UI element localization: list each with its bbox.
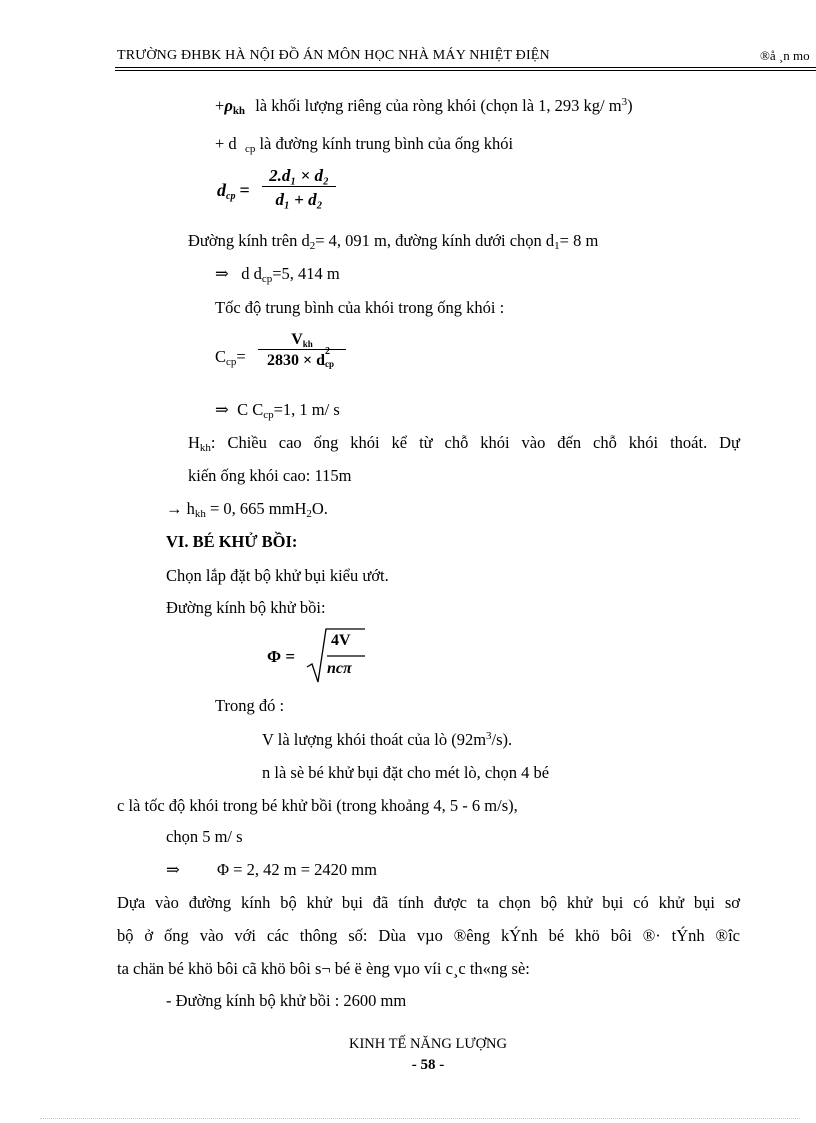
dcp-formula-left	[217, 180, 250, 202]
plus-sign: +	[215, 96, 225, 115]
spec-diameter: - Đường kính bộ khử bồi : 2600 mm	[166, 991, 407, 1010]
chimney-height: kiến ống khói cao: 115m	[188, 466, 352, 485]
paragraph-line-3: ta chän bé khö bôi cã khö bôi s¬ bé ë èng vµo víi c¸c th«ng sè:	[117, 959, 530, 978]
n-definition: n là sè bé khử bụi đặt cho mét lò, chọn 4 bé	[262, 763, 550, 782]
hkh-result	[166, 499, 328, 520]
hkh-symbol: H	[188, 433, 200, 452]
header-rule-thin	[115, 70, 816, 71]
scrubber-diameter-label: Đường kính bộ khử bồi:	[166, 598, 326, 617]
paragraph-line-1: Dựa vào đường kính bộ khử bụi đã tính được ta chọn bộ khử bụi có khử bụi sơ	[117, 893, 740, 912]
d2-sub: 2	[309, 240, 316, 252]
diameter-line	[188, 231, 598, 252]
ccp-symbol: C	[215, 347, 227, 366]
phi-denominator: ncπ	[327, 660, 352, 677]
diameter-text-a: Đường kính trên d	[188, 231, 310, 250]
h2o-sub: 2	[306, 508, 312, 520]
dcp-subscript: cp	[244, 143, 256, 155]
ccp-num-v: V	[291, 331, 303, 348]
equals-sign-2: =	[236, 347, 246, 366]
section-heading: VI. BÉ KHỬ BỒI:	[166, 532, 298, 551]
fraction-bar-2	[258, 349, 346, 350]
ccp-result-a: C C	[237, 400, 264, 419]
v-def-b: /s).	[491, 730, 513, 749]
hkh-result-c: O.	[311, 499, 328, 518]
ccp-den-text: 2830 × d	[266, 352, 325, 369]
hkh-description	[188, 433, 740, 454]
rho-description: là khối lượng riêng của ròng khói (chọn là 1, 293 kg/ m	[251, 96, 622, 115]
dcp-symbol: d	[217, 180, 226, 200]
v-definition	[262, 730, 512, 750]
ccp-result-b: =1, 1 m/ s	[273, 400, 340, 419]
phi-left: Φ =	[267, 647, 296, 666]
dcp-symbol-sub: cp	[226, 191, 236, 202]
ccp-fraction	[258, 331, 346, 370]
paragraph-line-2: bộ ở ống vào với các thông số: Dùa vµo ®êng kÝnh bé khö bôi ®· tÝnh ®îc	[117, 926, 740, 945]
page-header-right: ®å ¸n mo	[760, 48, 810, 63]
hkh-subscript: kh	[199, 442, 211, 454]
dcp-result-line	[215, 264, 340, 285]
implies-icon: ⇒	[166, 860, 180, 879]
unit-superscript: 3	[621, 96, 628, 108]
equals-sign: =	[239, 180, 250, 200]
m3-sup: 3	[486, 730, 492, 742]
ccp-symbol-sub: cp	[226, 356, 237, 368]
dcp-numerator: 2.d₁ × d₂	[269, 166, 329, 185]
page-number: - 58 -	[411, 1057, 445, 1073]
fraction-bar	[262, 186, 336, 187]
ccp-num-sub: kh	[302, 339, 313, 349]
speed-intro: Tốc độ trung bình của khói trong ống khói :	[215, 298, 505, 317]
ccp-den-sub: cp	[325, 359, 334, 369]
dcp-line	[215, 134, 513, 155]
paren-close: )	[627, 96, 633, 115]
phi-result-line	[166, 860, 180, 880]
phi-result: Φ = 2, 42 m = 2420 mm	[217, 860, 377, 879]
hkh-text: : Chiều cao ống khói kể từ chỗ khói vào đến chỗ khói thoát. Dự	[210, 433, 740, 452]
arrow-right-icon: →	[166, 499, 183, 518]
rho-line	[215, 96, 633, 117]
ccp-numerator	[258, 331, 346, 349]
implies-icon: ⇒	[215, 264, 229, 283]
bottom-dotted-rule	[40, 1118, 800, 1119]
rho-symbol: ρ	[224, 96, 233, 115]
ccp-den-sup: 2	[325, 346, 330, 357]
d1-sub: 1	[554, 240, 560, 252]
ccp-formula-left	[215, 347, 246, 368]
ccp-result-line	[215, 400, 340, 421]
hkh-result-sub: kh	[194, 508, 206, 520]
ccp-result-sub: cp	[263, 409, 274, 421]
diameter-text-b: = 4, 091 m, đường kính dưới chọn d	[315, 231, 555, 250]
dcp-result-b: =5, 414 m	[272, 264, 340, 283]
hkh-result-b: = 0, 665 mmH	[205, 499, 307, 518]
choose-scrubber: Chọn lắp đặt bộ khử bụi kiểu ướt.	[166, 566, 389, 585]
dcp-prefix: + d	[215, 134, 237, 153]
dcp-fraction	[262, 166, 336, 210]
diameter-text-c: = 8 m	[559, 231, 599, 250]
header-rule	[115, 67, 816, 68]
c-definition: c là tốc độ khói trong bé khử bồi (trong khoảng 4, 5 - 6 m/s),	[117, 796, 518, 815]
dcp-denominator: d₁ + d₂	[275, 190, 323, 209]
ccp-denominator	[258, 346, 346, 370]
dcp-result-a: d d	[241, 264, 262, 283]
phi-numerator: 4V	[331, 632, 351, 649]
v-def-a: V là lượng khói thoát của lò (92m	[262, 730, 487, 749]
dcp-result-sub: cp	[261, 273, 273, 285]
footer-title: KINH TẾ NĂNG LƯỢNG	[349, 1036, 507, 1052]
where-label: Trong đó :	[215, 696, 285, 715]
c-choice: chọn 5 m/ s	[166, 827, 243, 846]
dcp-description: là đường kính trung bình của ống khói	[255, 134, 514, 153]
rho-subscript: kh	[232, 105, 246, 117]
hkh-result-a: h	[186, 499, 195, 518]
implies-icon: ⇒	[215, 400, 229, 419]
page-header-title: TRƯỜNG ĐHBK HÀ NỘI ĐỒ ÁN MÔN HỌC NHÀ MÁY NHIỆT ĐIỆN	[117, 48, 550, 63]
